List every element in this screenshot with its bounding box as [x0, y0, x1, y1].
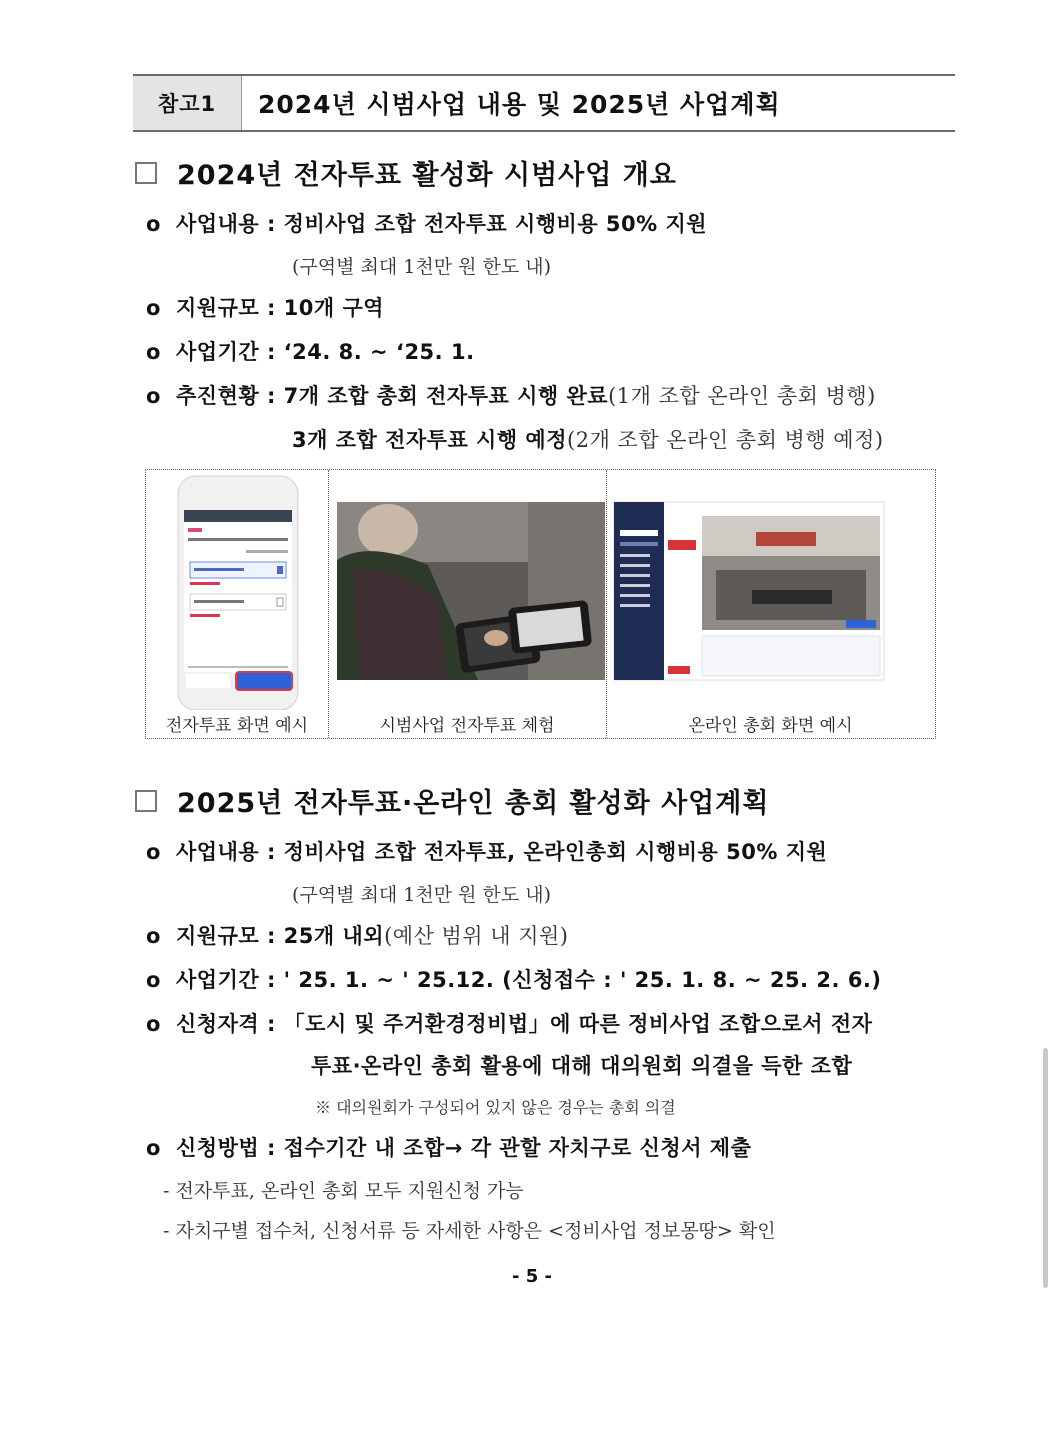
section1-heading [135, 153, 677, 192]
item-value: ‘24. 8. ~ ‘25. 1. [283, 340, 475, 364]
s2-method-note-1: - 전자투표, 온라인 총회 모두 지원신청 가능 [163, 1180, 524, 1202]
figure-online-meeting [606, 470, 935, 738]
item-extra: (2개 조합 온라인 총회 병행 예정) [567, 428, 884, 452]
section1-title: 2024년 전자투표 활성화 시범사업 개요 [177, 160, 677, 191]
section2-title: 2025년 전자투표·온라인 총회 활성화 사업계획 [177, 788, 770, 819]
bullet-icon: o [146, 968, 161, 992]
phone-mockup-image [146, 470, 328, 710]
s2-eligibility-note: ※ 대의원회가 구성되어 있지 않은 경우는 총회 의결 [315, 1098, 676, 1117]
item-label: 지원규모 : [176, 296, 276, 320]
item-value: 정비사업 조합 전자투표, 온라인총회 시행비용 50% 지원 [283, 840, 828, 864]
bullet-icon: o [146, 212, 161, 236]
item-value: 정비사업 조합 전자투표 시행비용 50% 지원 [283, 212, 708, 236]
s2-eligibility-2 [311, 1050, 852, 1080]
s1-progress-status-2 [292, 424, 884, 454]
page-title: 2024년 시범사업 내용 및 2025년 사업계획 [258, 90, 781, 119]
page-number: - 5 - [512, 1266, 552, 1287]
item-label: 사업내용 : [176, 840, 276, 864]
item-label: 사업내용 : [176, 212, 276, 236]
scrollbar[interactable] [1043, 1048, 1048, 1288]
item-label: 추진현황 : [176, 384, 276, 408]
s2-eligibility [146, 1008, 872, 1038]
bullet-icon: o [146, 924, 161, 948]
figure-panel [145, 469, 936, 739]
item-value: 접수기간 내 조합→ 각 관할 자치구로 신청서 제출 [283, 1136, 752, 1160]
reference-tag: 참고1 [133, 76, 242, 130]
reference-header [133, 74, 955, 132]
evote-experience-photo [328, 470, 606, 710]
figure-caption: 시범사업 전자투표 체험 [379, 716, 555, 736]
s2-method-note-2: - 자치구별 접수처, 신청서류 등 자세한 사항은 <정비사업 정보몽땅> 확인 [163, 1220, 776, 1242]
item-value: ' 25. 1. ~ ' 25.12. (신청접수 : ' 25. 1. 8. ~ 25. 2. 6.) [283, 968, 882, 992]
checkbox-icon [135, 790, 157, 812]
item-value: 투표·온라인 총회 활용에 대해 대의원회 의결을 득한 조합 [311, 1054, 853, 1078]
bullet-icon: o [146, 1136, 161, 1160]
s1-support-scale [146, 292, 384, 322]
item-value: 10개 구역 [283, 296, 385, 320]
online-meeting-screenshot [606, 470, 935, 710]
s1-progress-status [146, 380, 876, 410]
item-value: 「도시 및 주거환경정비법」에 따른 정비사업 조합으로서 전자 [283, 1012, 873, 1036]
figure-caption: 온라인 총회 화면 예시 [688, 716, 853, 736]
item-label: 사업기간 : [176, 968, 276, 992]
item-value: 25개 내외 [283, 924, 385, 948]
s2-business-content [146, 836, 827, 866]
s2-application-method [146, 1132, 751, 1162]
figure-evote-screen [146, 470, 329, 738]
bullet-icon: o [146, 840, 161, 864]
s1-business-content [146, 208, 707, 238]
figure-caption: 전자투표 화면 예시 [165, 716, 309, 736]
section2-heading [135, 781, 769, 820]
s2-limit-note: (구역별 최대 1천만 원 한도 내) [292, 884, 552, 906]
item-extra: (예산 범위 내 지원) [384, 924, 569, 948]
bullet-icon: o [146, 384, 161, 408]
item-extra: (1개 조합 온라인 총회 병행) [608, 384, 876, 408]
checkbox-icon [135, 162, 157, 184]
item-value: 7개 조합 총회 전자투표 시행 완료 [283, 384, 609, 408]
bullet-icon: o [146, 340, 161, 364]
item-label: 신청자격 : [176, 1012, 276, 1036]
s1-limit-note: (구역별 최대 1천만 원 한도 내) [292, 256, 552, 278]
figure-evote-experience [328, 470, 607, 738]
bullet-icon: o [146, 1012, 161, 1036]
item-label: 사업기간 : [176, 340, 276, 364]
s2-business-period [146, 964, 882, 994]
item-value: 3개 조합 전자투표 시행 예정 [292, 428, 568, 452]
bullet-icon: o [146, 296, 161, 320]
s1-business-period [146, 336, 475, 366]
item-label: 지원규모 : [176, 924, 276, 948]
s2-support-scale [146, 920, 569, 950]
item-label: 신청방법 : [176, 1136, 276, 1160]
